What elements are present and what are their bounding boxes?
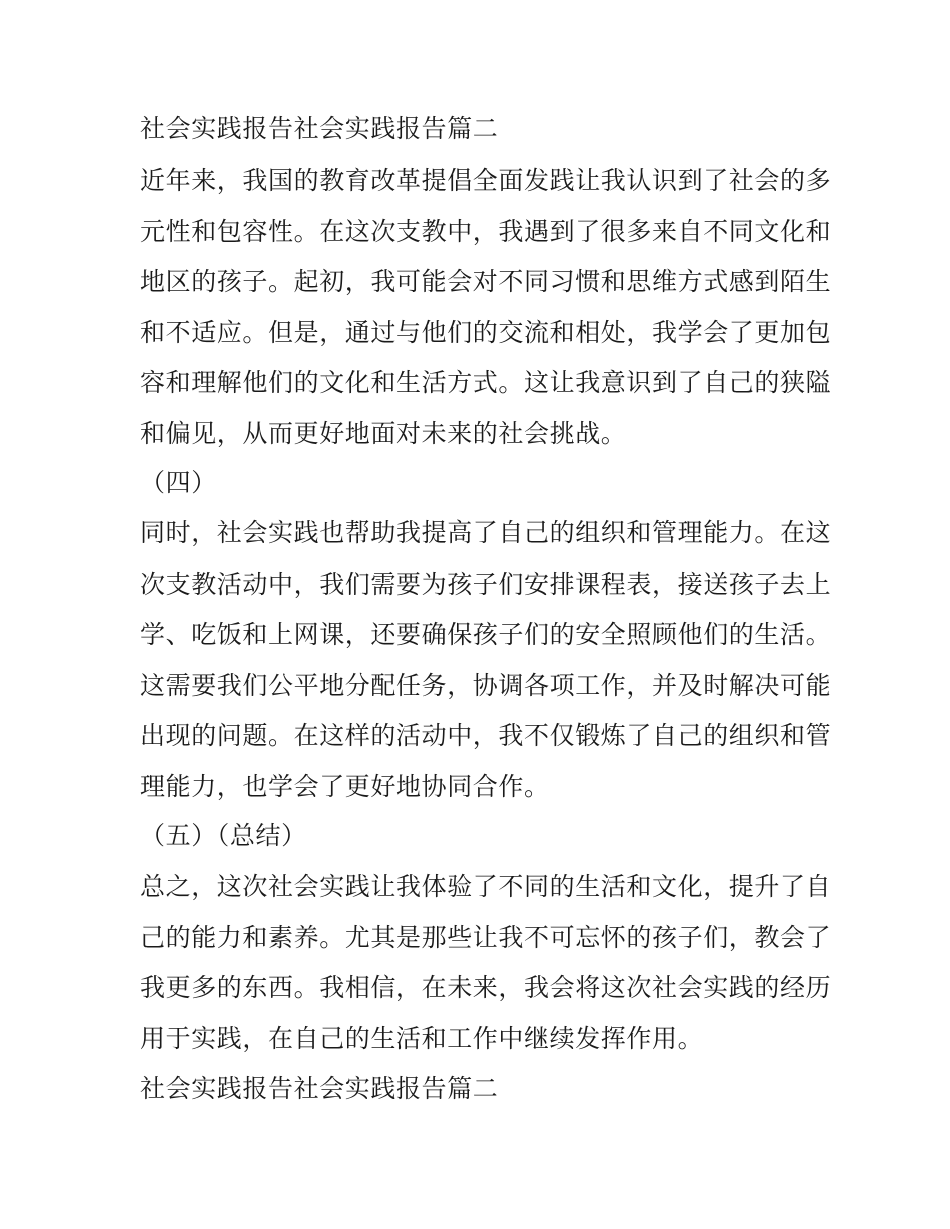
body-text-line: 容和理解他们的文化和生活方式。这让我意识到了自己的狭隘 [140,368,832,397]
section-heading: 社会实践报告社会实践报告篇二 [140,114,499,143]
body-text-line: 学、吃饭和上网课，还要确保孩子们的安全照顾他们的生活。 [140,620,832,649]
body-text-line: 出现的问题。在这样的活动中，我不仅锻炼了自己的组织和管 [140,721,832,750]
body-text-line: 理能力，也学会了更好地协同合作。 [140,772,550,801]
body-text-line: 同时，社会实践也帮助我提高了自己的组织和管理能力。在这 [140,518,832,547]
body-text-line: 我更多的东西。我相信，在未来，我会将这次社会实践的经历 [140,973,832,1002]
body-text-line: 和不适应。但是，通过与他们的交流和相处，我学会了更加包 [140,318,832,347]
subsection-heading: （五）（总结） [140,821,307,850]
section-heading: 社会实践报告社会实践报告篇二 [140,1074,499,1103]
body-text-line: 次支教活动中，我们需要为孩子们安排课程表，接送孩子去上 [140,570,832,599]
body-text-line: 近年来，我国的教育改革提倡全面发践让我认识到了社会的多 [140,166,832,195]
body-text-line: 总之，这次社会实践让我体验了不同的生活和文化，提升了自 [140,872,832,901]
body-text-line: 这需要我们公平地分配任务，协调各项工作，并及时解决可能 [140,671,832,700]
body-text-line: 用于实践，在自己的生活和工作中继续发挥作用。 [140,1024,704,1053]
body-text-line: 己的能力和素养。尤其是那些让我不可忘怀的孩子们，教会了 [140,923,832,952]
subsection-heading: （四） [140,468,217,497]
body-text-line: 元性和包容性。在这次支教中，我遇到了很多来自不同文化和 [140,217,832,246]
body-text-line: 地区的孩子。起初，我可能会对不同习惯和思维方式感到陌生 [140,267,832,296]
body-text-line: 和偏见，从而更好地面对未来的社会挑战。 [140,419,627,448]
